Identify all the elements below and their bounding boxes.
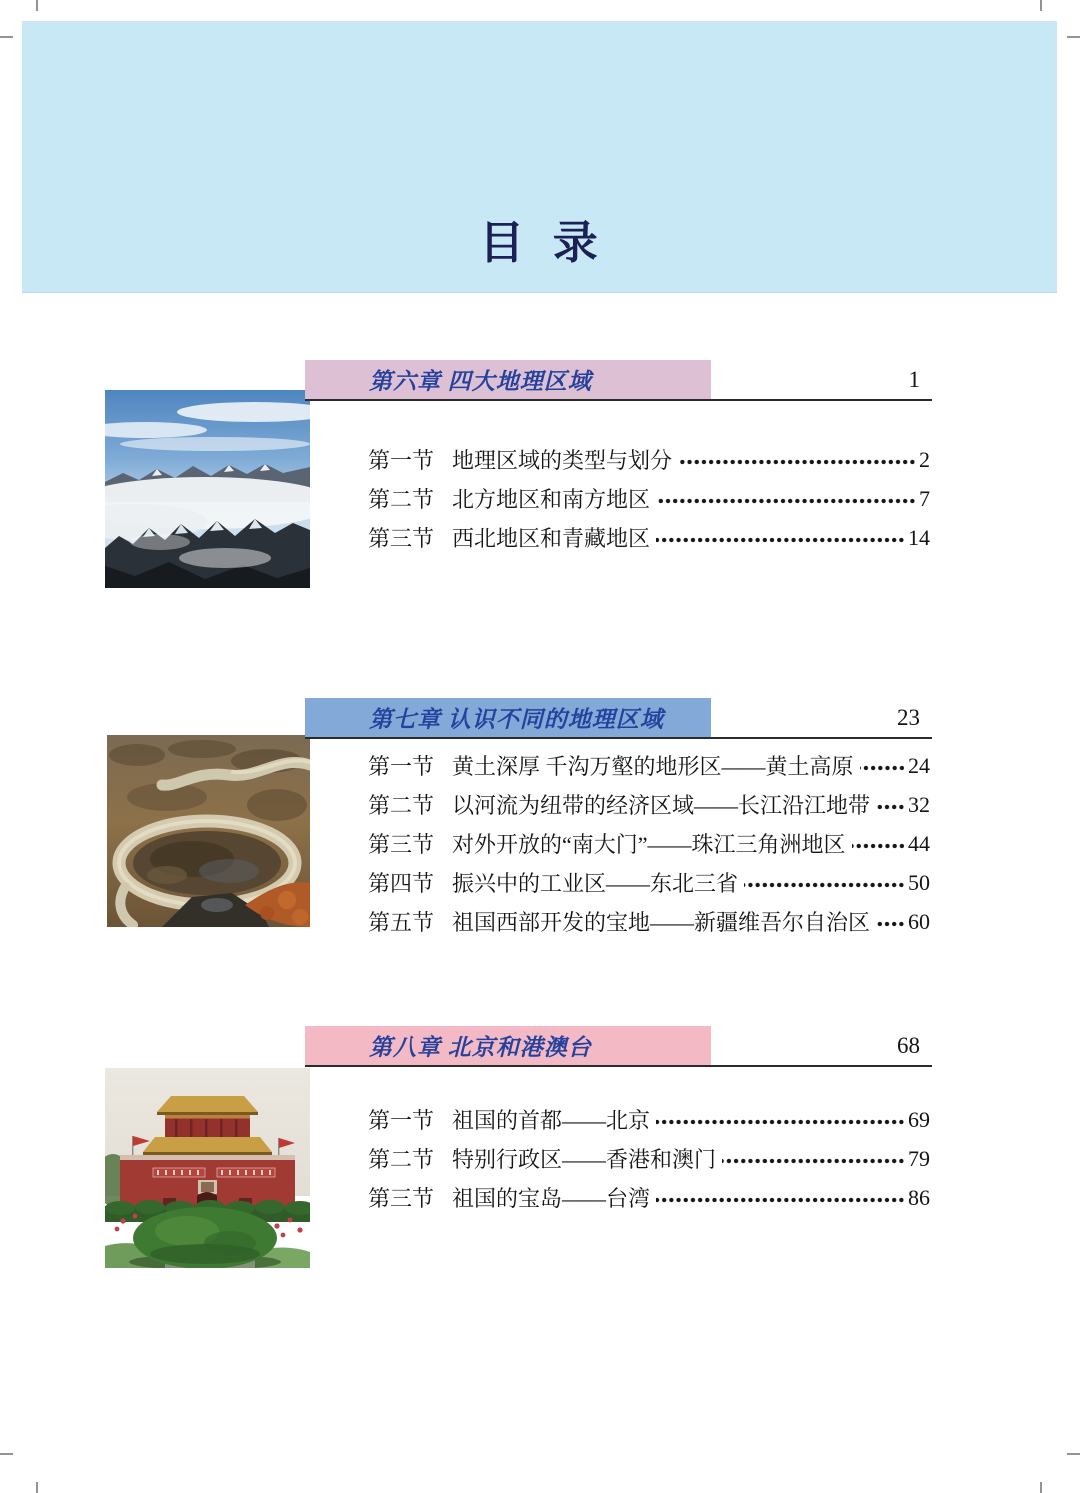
section-page-number: 24 bbox=[908, 752, 930, 778]
chapter-banner-label: 第八章 北京和港澳台 bbox=[369, 1035, 592, 1060]
chapter-page-number: 23 bbox=[897, 705, 920, 730]
chapter-banner-8 bbox=[305, 1026, 711, 1065]
toc-entry bbox=[368, 824, 930, 863]
section-title: 振兴中的工业区——东北三省 bbox=[452, 871, 739, 896]
chapter8-tiananmen-gate-photo bbox=[105, 1068, 310, 1268]
chapter-banner-label: 第七章 认识不同的地理区域 bbox=[369, 707, 664, 732]
dotted-leader bbox=[656, 535, 905, 545]
toc-entry bbox=[368, 479, 930, 518]
section-page-number: 2 bbox=[919, 446, 930, 472]
chapter-rule bbox=[305, 737, 932, 739]
section-label: 第四节 bbox=[368, 871, 435, 896]
toc-entry bbox=[368, 518, 930, 557]
toc-entry bbox=[368, 440, 930, 479]
section-label: 第五节 bbox=[368, 910, 435, 935]
toc-entry bbox=[368, 1100, 930, 1139]
section-page-number: 79 bbox=[908, 1145, 930, 1171]
crop-mark bbox=[1067, 36, 1080, 38]
chapter6-snow-mountains-photo bbox=[105, 390, 310, 588]
dotted-leader bbox=[722, 1156, 905, 1166]
dotted-leader bbox=[876, 802, 905, 812]
crop-mark bbox=[1067, 1453, 1080, 1455]
toc-entry bbox=[368, 902, 930, 941]
toc-entry bbox=[368, 785, 930, 824]
chapter-rule bbox=[305, 1065, 932, 1067]
dotted-leader bbox=[744, 880, 905, 890]
section-page-number: 14 bbox=[908, 524, 930, 550]
section-page-number: 32 bbox=[908, 791, 930, 817]
dotted-leader bbox=[852, 841, 905, 851]
section-title: 对外开放的“南大门”——珠江三角洲地区 bbox=[452, 832, 846, 857]
section-title: 地理区域的类型与划分 bbox=[452, 448, 673, 473]
section-label: 第二节 bbox=[368, 487, 435, 512]
section-title: 祖国的首都——北京 bbox=[452, 1108, 651, 1133]
section-page-number: 44 bbox=[908, 830, 930, 856]
dotted-leader bbox=[876, 919, 905, 929]
section-label: 第三节 bbox=[368, 526, 435, 551]
section-page-number: 69 bbox=[908, 1106, 930, 1132]
crop-mark bbox=[36, 1482, 38, 1493]
chapter-rule bbox=[305, 399, 932, 401]
dotted-leader bbox=[678, 457, 916, 467]
crop-mark bbox=[36, 0, 38, 11]
dotted-leader bbox=[656, 1117, 905, 1127]
section-title: 以河流为纽带的经济区域——长江沿江地带 bbox=[452, 793, 871, 818]
chapter-page-number: 68 bbox=[897, 1033, 920, 1058]
section-title: 黄土深厚 千沟万壑的地形区——黄土高原 bbox=[452, 754, 854, 779]
section-label: 第一节 bbox=[368, 1108, 435, 1133]
chapter7-section-list bbox=[368, 746, 930, 941]
chapter-page-number: 1 bbox=[908, 367, 920, 392]
section-page-number: 86 bbox=[908, 1184, 930, 1210]
section-page-number: 50 bbox=[908, 869, 930, 895]
section-label: 第二节 bbox=[368, 793, 435, 818]
chapter8-section-list bbox=[368, 1100, 930, 1217]
section-label: 第三节 bbox=[368, 1186, 435, 1211]
section-label: 第一节 bbox=[368, 754, 435, 779]
chapter-banner-label: 第六章 四大地理区域 bbox=[369, 369, 592, 394]
section-label: 第三节 bbox=[368, 832, 435, 857]
chapter-banner-6 bbox=[305, 360, 711, 399]
crop-mark bbox=[0, 1453, 13, 1455]
toc-header-band bbox=[22, 21, 1057, 293]
section-title: 北方地区和南方地区 bbox=[452, 487, 651, 512]
crop-mark bbox=[0, 36, 13, 38]
section-title: 祖国西部开发的宝地——新疆维吾尔自治区 bbox=[452, 910, 871, 935]
section-title: 祖国的宝岛——台湾 bbox=[452, 1186, 651, 1211]
section-page-number: 60 bbox=[908, 908, 930, 934]
chapter6-section-list bbox=[368, 440, 930, 557]
page-title: 目 录 bbox=[479, 218, 600, 268]
toc-entry bbox=[368, 1139, 930, 1178]
section-label: 第二节 bbox=[368, 1147, 435, 1172]
section-title: 特别行政区——香港和澳门 bbox=[452, 1147, 717, 1172]
dotted-leader bbox=[860, 763, 905, 773]
toc-entry bbox=[368, 746, 930, 785]
section-title: 西北地区和青藏地区 bbox=[452, 526, 651, 551]
crop-mark bbox=[1040, 0, 1042, 11]
section-page-number: 7 bbox=[919, 485, 930, 511]
toc-entry bbox=[368, 1178, 930, 1217]
section-label: 第一节 bbox=[368, 448, 435, 473]
dotted-leader bbox=[656, 496, 916, 506]
chapter-banner-7 bbox=[305, 698, 711, 737]
toc-entry bbox=[368, 863, 930, 902]
crop-mark bbox=[1040, 1482, 1042, 1493]
chapter7-yellow-river-canyon-photo bbox=[107, 735, 310, 927]
dotted-leader bbox=[656, 1195, 905, 1205]
